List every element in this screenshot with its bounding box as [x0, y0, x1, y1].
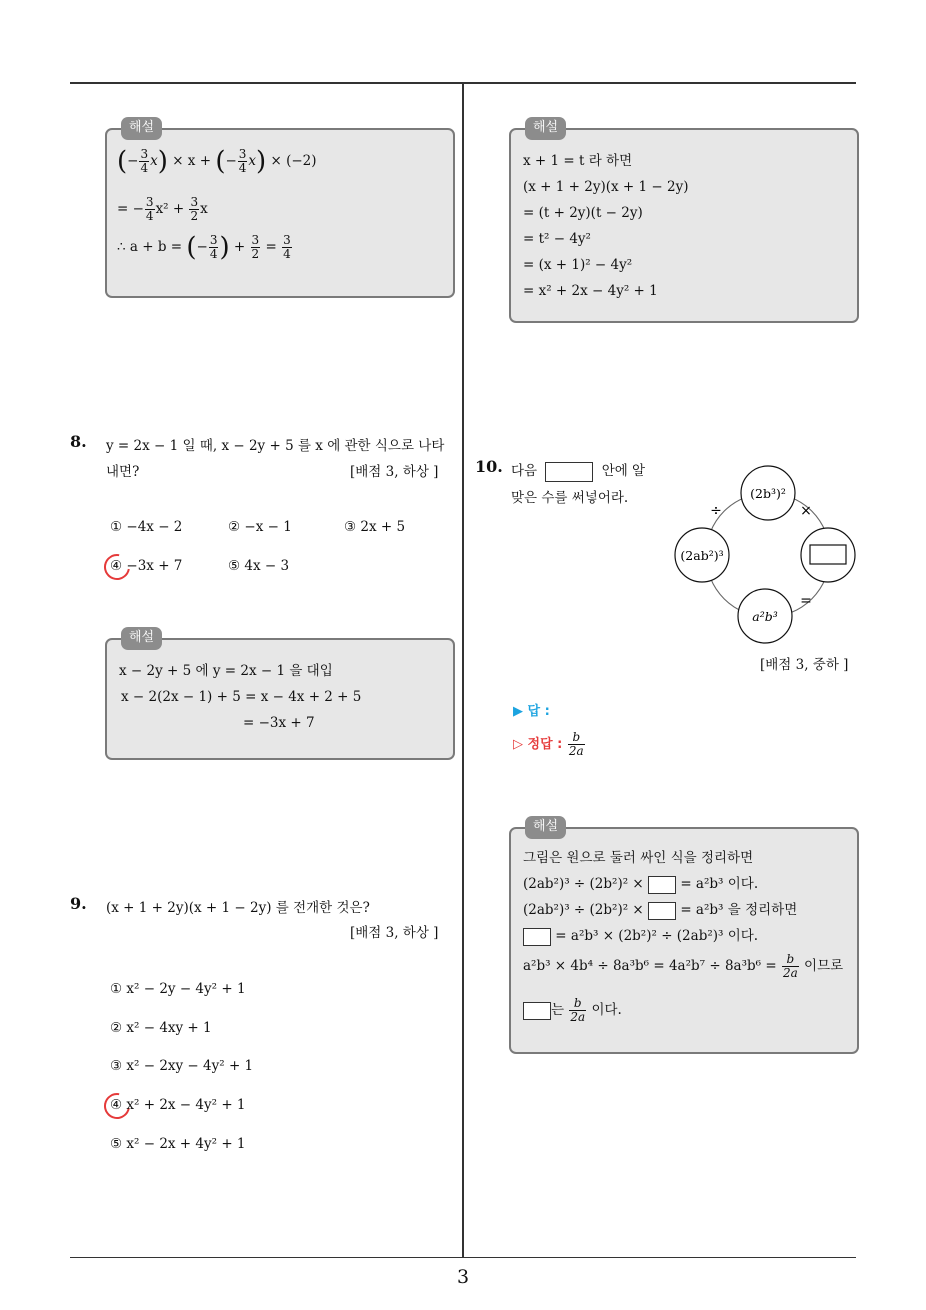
q9-choice-2[interactable]: ② x² − 4xy + 1 [110, 1020, 212, 1036]
answer-label: ▶ 답 : [513, 704, 550, 719]
q9-solution-line: = (x + 1)² − 4y² [523, 257, 633, 273]
question-9-score: [배점 3, 하상 ] [350, 925, 439, 941]
node-left-label: (2ab²)³ [680, 548, 724, 563]
q9-solution-line: (x + 1 + 2y)(x + 1 − 2y) [523, 179, 689, 195]
q7-solution-line-1: (− $\frac{3}{4}$ x) × x + (− $\frac{3}{4}$ x) × (−2) [117, 146, 317, 177]
solution-tag: 해설 [121, 627, 162, 650]
q10-solution-line-2: (2ab²)³ ÷ (2b²)² × = a²b³ 이다. [523, 876, 759, 892]
q8-solution-line-1: x − 2y + 5 에 y = 2x − 1 을 대입 [119, 663, 333, 679]
q9-solution-line: = x² + 2x − 4y² + 1 [523, 283, 658, 299]
q9-choice-3[interactable]: ③ x² − 2xy − 4y² + 1 [110, 1058, 254, 1074]
q8-choice-5[interactable]: ⑤ 4x − 3 [228, 558, 290, 574]
q7-solution-line-3: ∴ a + b = (− $\frac{3}{4}$ ) + $\frac{3}{2}$ = $\frac{3}{4}$ [117, 232, 291, 263]
q9-choice-5[interactable]: ⑤ x² − 2x + 4y² + 1 [110, 1136, 246, 1152]
answer-blank [523, 1002, 551, 1020]
q8-solution-line-2: x − 2(2x − 1) + 5 = x − 4x + 2 + 5 [121, 689, 362, 705]
q10-solution-line-1: 그림은 원으로 둘러 싸인 식을 정리하면 [523, 850, 754, 866]
q10-solution-line-3: (2ab²)³ ÷ (2b²)² × = a²b³ 을 정리하면 [523, 902, 798, 918]
node-right-blank [810, 545, 846, 564]
op-divide: ÷ [710, 503, 722, 519]
q8-choice-2[interactable]: ② −x − 1 [228, 519, 292, 535]
q8-choice-4[interactable]: ④ −3x + 7 [110, 558, 183, 574]
solution-tag: 해설 [525, 816, 566, 839]
op-equals: = [800, 593, 812, 609]
question-9-text: (x + 1 + 2y)(x + 1 − 2y) 를 전개한 것은? [106, 900, 370, 916]
q10-solution-line-6: 는 $\frac{b}{2a}$ 이다. [523, 997, 622, 1024]
answer-blank [545, 462, 593, 482]
question-8-text-cont: 내면? [106, 464, 140, 480]
q9-solution-line: x + 1 = t 라 하면 [523, 153, 633, 169]
q7-solution-box [105, 120, 455, 298]
answer-blank [648, 876, 676, 894]
question-9-number: 9. [70, 894, 87, 913]
node-bottom-label: a²b³ [752, 609, 778, 624]
page-number: 3 [456, 1266, 470, 1288]
answer-blank [648, 902, 676, 920]
question-10-text-cont: 맞은 수를 써넣어라. [511, 490, 629, 506]
op-multiply: × [800, 503, 812, 519]
q10-solution-line-5: a²b³ × 4b⁴ ÷ 8a³b⁶ = 4a²b⁷ ÷ 8a³b⁶ = $\frac{b}{2a}$ 이므로 [523, 952, 844, 980]
correct-answer-label: ▷ 정답 : $\frac{b}{2a}$ [513, 730, 584, 758]
node-top-label: (2b³)² [750, 486, 786, 501]
question-8-number: 8. [70, 432, 87, 451]
solution-tag: 해설 [525, 117, 566, 140]
question-10-number: 10. [475, 457, 503, 476]
question-8-text: y = 2x − 1 일 때, x − 2y + 5 를 x 에 관한 식으로 나타 [106, 438, 445, 454]
solution-tag: 해설 [121, 117, 162, 140]
q9-choice-1[interactable]: ① x² − 2y − 4y² + 1 [110, 981, 246, 997]
q10-solution-box [509, 819, 859, 1054]
question-10-text: 다음 안에 알 [511, 459, 645, 482]
question-10-score: [배점 3, 중하 ] [760, 657, 849, 673]
column-divider [462, 83, 464, 1258]
q8-solution-box [105, 630, 455, 760]
q7-solution-line-2: = − $\frac{3}{4}$ x² + $\frac{3}{2}$ x [117, 195, 208, 223]
q10-cycle-diagram [668, 463, 878, 648]
q9-solution-line: = t² − 4y² [523, 231, 591, 247]
answer-blank [523, 928, 551, 946]
q10-solution-line-4: = a²b³ × (2b²)² ÷ (2ab²)³ 이다. [523, 927, 758, 946]
q9-solution-line: = (t + 2y)(t − 2y) [523, 205, 643, 221]
q8-choice-3[interactable]: ③ 2x + 5 [344, 519, 406, 535]
q9-solution-box [509, 120, 859, 323]
question-8-score: [배점 3, 하상 ] [350, 464, 439, 480]
q8-choice-1[interactable]: ① −4x − 2 [110, 519, 183, 535]
q9-choice-4[interactable]: ④ x² + 2x − 4y² + 1 [110, 1097, 246, 1113]
q8-solution-line-3: = −3x + 7 [243, 715, 315, 731]
bottom-rule [70, 1257, 856, 1258]
